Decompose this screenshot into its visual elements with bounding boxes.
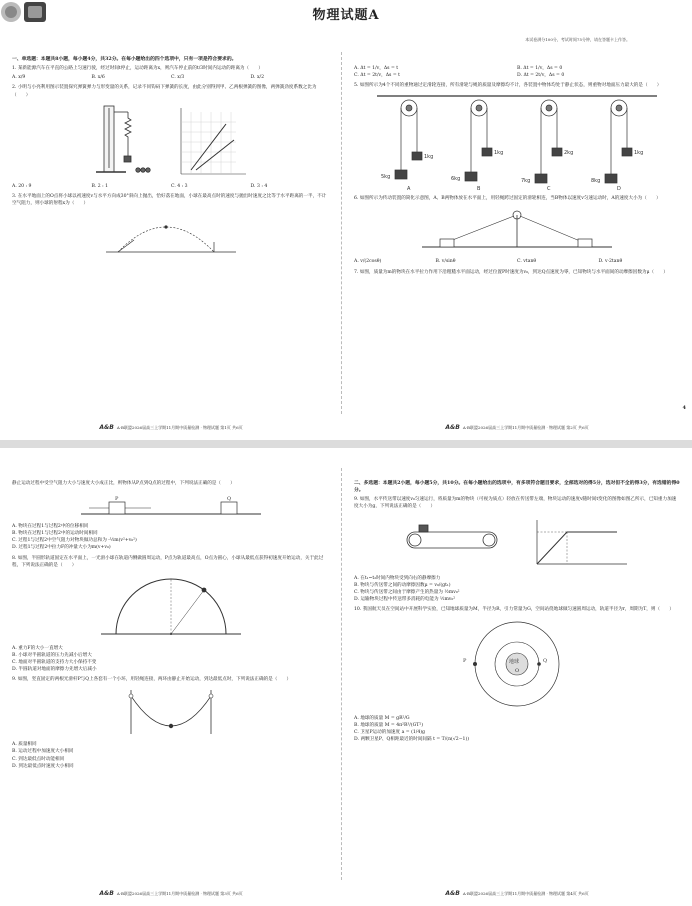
option: A. 在t₁~t₂时间内物块受到向右的静摩擦力 — [354, 575, 441, 581]
option: B. 运动过程中加速度大小相同 — [12, 749, 74, 755]
option: D. 到达最低点时速度大小相同 — [12, 763, 74, 769]
page-1-column — [12, 0, 330, 440]
option: B. v/sinθ — [435, 259, 456, 265]
velocity-time-graph — [537, 520, 627, 564]
exam-note: 本试卷满分100分，考试时间75分钟，请在答题卡上作答。 — [525, 37, 630, 42]
option: C. x/3 — [171, 75, 185, 81]
point-label-p: P — [115, 496, 119, 503]
question-2: 2. 小明与小亮利用图示装置探究弹簧弹力与形变量的关系，记录不同钩码下弹簧的长度，由此分别得到甲、乙两根弹簧的图像，两弹簧劲度系数之比为（ ） — [12, 85, 317, 98]
option: C. Δt = 2t/v，Δs = t — [354, 73, 401, 79]
option: B. Δt = 1/v，Δs = 0 — [517, 66, 563, 71]
question-7: 7. 如图，质量为m的物块在水平拉力作用下沿粗糙水平面运动，经过位置P时速度为v₀，到达Q点速度为零，已知物块与水平面间的动摩擦因数为μ（ ） — [354, 269, 668, 275]
mass-label: 5kg — [381, 174, 391, 181]
figure-label-b: B — [477, 186, 481, 193]
question-4-options — [354, 65, 680, 79]
option: B. x/6 — [91, 75, 105, 81]
question-9b-options — [354, 575, 680, 603]
option: B. 小球对半圆轨道的压力先减小后增大 — [12, 652, 92, 658]
side-number: 4 — [682, 405, 686, 411]
figure-label-a: A — [407, 186, 411, 193]
satellite-label-p: P — [463, 658, 467, 665]
option: A. x/9 — [12, 75, 26, 81]
option: C. 4 : 3 — [171, 183, 188, 189]
pulley-a — [395, 100, 422, 179]
section-heading: 二、多选题：本题共2小题，每小题5分，共10分。在每小题给出的选项中，有多项符合题目要求，全部选对的得5分，选对但不全的得3分，有选错的得0分。 — [354, 480, 680, 494]
option: B. 物块在过程1与过程2中的运动时间相同 — [12, 531, 98, 537]
mass-label: 2kg — [564, 150, 574, 157]
mass-label: 7kg — [521, 178, 531, 185]
page-4-column — [354, 448, 680, 906]
conveyor-belt — [407, 525, 497, 548]
mass-label: 1kg — [424, 154, 434, 161]
option: D. Δt = 2t/v，Δs = 0 — [517, 73, 565, 79]
question-9b: 9. 如图，水平传送带以速度v₀匀速运行，将质量为m的物块（可视为质点）轻放在传送带左端，物块运动的速度v随时间t变化的图像如图乙所示，已知重力加速度大小为g，下列说法正确的是（ ） — [354, 497, 677, 510]
question-8: 8. 如图，半圆形轨道固定在水平面上，一光滑小球在轨道内侧做圆周运动，P点为轨道最高点，O点为圆心，小球从最低点获得初速度开始运动，关于此过程，下列说法正确的是（ ） — [12, 555, 324, 568]
earth-label: 地球 — [509, 659, 520, 666]
mass-label: 6kg — [451, 176, 461, 183]
option: A. 地球的质量 M = gR²/G — [354, 716, 410, 722]
rings-on-rods-figure — [101, 686, 241, 738]
column-divider — [341, 52, 342, 414]
question-9-options — [12, 741, 330, 769]
option: C. 地面对半圆轨道的支持力大小保持不变 — [12, 659, 97, 665]
spring-graph — [181, 108, 246, 174]
incline-pulley-figure — [402, 205, 632, 255]
mass-label: 1kg — [634, 150, 644, 157]
option: D. 3 : 4 — [250, 183, 268, 189]
orbit-figure — [457, 616, 577, 712]
option: A. 20 : 9 — [12, 183, 32, 189]
option: C. 卫星P运动的加速度 a = (1/4)g — [354, 730, 425, 736]
center-label: O — [515, 668, 520, 675]
question-7-continued: 静止运动过程中受空气阻力大小与速度大小成正比，则物体从P点到Q点的过程中，下列说法正确的是（ ） — [12, 481, 235, 486]
question-10-options — [354, 715, 680, 743]
pulley-d — [605, 100, 632, 183]
question-6-options — [354, 258, 680, 265]
option: B. 物块与传送带之间的动摩擦因数μ = v₀/(gt₁) — [354, 582, 451, 588]
question-1-options — [12, 74, 330, 81]
option: A. 重力F的大小一直增大 — [12, 645, 63, 651]
option: C. 到达最低点时动能相同 — [12, 756, 65, 762]
figure-label-c: C — [547, 186, 551, 193]
option: D. 过程1与过程2中拉力F的冲量大小为m(v+v₀) — [12, 545, 111, 551]
block-motion-figure — [71, 490, 271, 520]
option: A. 质量相同 — [12, 742, 37, 748]
page-title: 物理试题A — [312, 8, 380, 23]
option: D. v·2tanθ — [598, 259, 623, 265]
option: C. vtanθ — [517, 259, 537, 265]
question-1: 1. 某新能源汽车在平直的公路上匀速行驶，经过时间t停止，运动距离为x，则汽车停止前的t/3时间内运动的距离为（ ） — [12, 66, 263, 72]
question-8-options — [12, 645, 330, 673]
pulley-b — [465, 100, 492, 181]
mass-label: 8kg — [591, 178, 601, 185]
question-2-options — [12, 183, 330, 190]
spring-apparatus — [96, 106, 150, 172]
pulley-figure — [367, 92, 667, 192]
conveyor-figure — [397, 514, 637, 572]
option: B. 2 : 1 — [91, 183, 109, 189]
mass-label: 1kg — [494, 150, 504, 157]
option: D. 运输物块过程中传送带多消耗的电能为 ½mv₀² — [354, 596, 456, 602]
pulley-c — [535, 100, 562, 183]
question-10: 10. 我国航天员在空间站中开展科学实验，已知地球质量为M，半径为R，引力常量为G，空间站绕地球做匀速圆周运动，轨道半径为r，周期为T，则（ ） — [354, 607, 674, 613]
projectile-figure — [96, 210, 246, 258]
page-footer: A&B A·B联盟2026届高三上学期11月期中质量检测 · 物理试题 第1页 共6页 — [99, 423, 243, 431]
figure-label-d: D — [617, 186, 621, 193]
spring-experiment-figure — [86, 102, 256, 180]
option: A. 物块在过程1与过程2中的位移相同 — [12, 524, 89, 530]
option: D. x/2 — [250, 75, 265, 81]
question-7-options — [12, 523, 330, 551]
satellite-label-q: Q — [543, 658, 548, 665]
question-6: 6. 如图所示为传动装置的简化示意图，A、B两物体放在水平面上，用轻绳跨过固定的滑轮相连，当B物体以速度v匀速运动时，A的速度大小为（ ） — [354, 196, 661, 202]
option: A. v/(2cosθ) — [354, 259, 382, 265]
exam-sheet-pages-1-2 — [0, 0, 692, 440]
question-5: 5. 如图所示为4个不同的重物通过定滑轮连接，所有滑轮与绳的质量及摩擦均不计，各装置中物体均处于静止状态，则重物对地面压力最大的是（ ） — [354, 83, 662, 89]
semicircle-track-figure — [86, 572, 256, 642]
page-3-column — [12, 448, 330, 906]
page-2-column — [354, 0, 680, 440]
point-label-q: Q — [227, 496, 232, 503]
option: D. 两颗卫星P、Q相距最近的时间间隔 t = T/(n(√2−1)) — [354, 737, 470, 743]
option: A. Δt = 1/v，Δs = t — [354, 66, 399, 71]
page-footer: A&B A·B联盟2026届高三上学期11月期中质量检测 · 物理试题 第3页 共6页 — [99, 889, 243, 897]
column-divider — [341, 468, 342, 880]
exam-sheet-pages-3-4 — [0, 448, 692, 906]
option: C. 物块与传送带之间由于摩擦产生的热量为 ½mv₀² — [354, 589, 460, 595]
page-footer: A&B A·B联盟2026届高三上学期11月期中质量检测 · 物理试题 第2页 共6页 — [445, 423, 589, 431]
section-heading: 一、单选题：本题共8小题，每小题4分，共32分。在每小题给出的四个选项中，只有一项是符合要求的。 — [12, 56, 237, 62]
option: C. 过程1与过程2中空气阻力对物块做功总和为 -½m(v²+v₀²) — [12, 538, 137, 544]
page-footer: A&B A·B联盟2026届高三上学期11月期中质量检测 · 物理试题 第4页 共6页 — [445, 889, 589, 897]
option: B. 地球的质量 M = 4π²R³/(GT²) — [354, 723, 423, 729]
option: D. 半圆轨道对地面的摩擦力先增大后减小 — [12, 667, 97, 673]
question-9: 9. 如图，竖直固定的两根光滑杆P与Q上各套有一个小环，用轻绳连接，两环由静止开始运动，到达最低点时，下列说法正确的是（ ） — [12, 677, 292, 683]
question-3: 3. 在水平地面上的O点将小球以初速度v与水平方向成30°斜向上抛出，恰好落在地面，小球在最高点时的速度与抛出时速度之比等于水平距离的一半，不计空气阻力，则小球的射程x为（ ） — [12, 193, 327, 206]
